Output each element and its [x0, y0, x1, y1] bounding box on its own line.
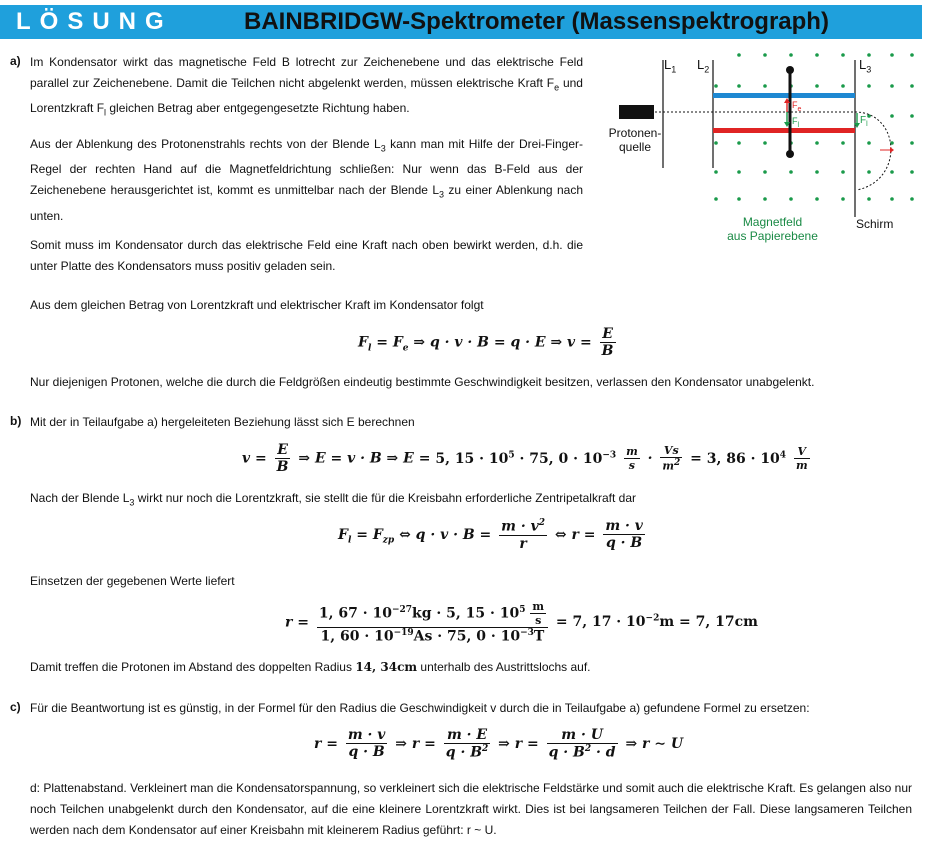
field-dot: [789, 53, 793, 57]
field-dot: [763, 53, 767, 57]
field-dot: [910, 84, 914, 88]
capacitor-plate-top: [713, 93, 855, 98]
section-a-paragraph-3: Somit muss im Kondensator durch das elektrische Feld eine Kraft nach oben bewirkt werden, d.h. die unter Platte des Kondensators muss positiv geladen sein.: [30, 238, 583, 273]
section-a-paragraph-5: Nur diejenigen Protonen, welche die durch die Feldgrößen eindeutig bestimmte Geschwindigkeit besitzen, verlassen den Kondensator unabgelenkt.: [30, 375, 815, 389]
equation-radius-voltage: r = $\frac{m \cdot v}{q \cdot B}$ ⇒ r = $\frac{m \cdot E}{q \cdot B^2}$ ⇒ r = $\frac{m \cdot U}{q \cdot B^2 \cdot d}$ ⇒ r ∼ U: [314, 727, 684, 761]
field-dot: [737, 53, 741, 57]
field-dot: [763, 197, 767, 201]
section-a-label: a): [10, 54, 21, 68]
field-dot: [867, 197, 871, 201]
magnetic-field-label: Magnetfeld aus Papierebene: [727, 215, 818, 243]
document-title: BAINBRIDGW-Spektrometer (Massenspektrograph): [244, 8, 829, 35]
field-dot: [841, 84, 845, 88]
section-b-label: b): [10, 414, 22, 428]
proton-source: [619, 105, 654, 119]
field-dot: [763, 84, 767, 88]
solution-title: LÖSUNG: [16, 8, 173, 35]
field-dot: [890, 197, 894, 201]
screen-label: Schirm: [856, 217, 894, 231]
field-dot: [789, 197, 793, 201]
field-dot: [737, 84, 741, 88]
force-label-fl-arc: $F_l$: [860, 115, 868, 128]
section-a-paragraph-1: Im Kondensator wirkt das magnetische Feld B lotrecht zur Zeichenebene und das elektrische Feld parallel zur Zeichenebene. Damit die Teilchen nicht abgelenkt werden, müssen elektrische Kraft $F_e$ und Lorentzkraft $F_l$ gleichen Betrag aber entgegengesetzte Richtung haben.: [30, 55, 583, 118]
section-a-paragraph-2: Aus der Ablenkung des Protonenstrahls rechts von der Blende $L_3$ kann man mit Hilfe der Drei-Finger-Regel der rechten Hand auf die Magnetfeldrichtung schließen: Nur wenn das B-Feld aus der Zeichenebene herausgerichtet ist, kommt es unmittelbar nach der Blende $L_3$ zu einer Ablenkung nach unten.: [30, 137, 583, 223]
equation-radius: $F_l = F_{zp}$ ⇔ q · v · B = $\frac{m \cdot v^2}{r}$ ⇔ r = $\frac{m \cdot v}{q \cdot B}$: [338, 518, 643, 552]
label-l2: $L_2$: [697, 57, 710, 75]
field-dot: [714, 84, 718, 88]
field-dot: [890, 84, 894, 88]
field-dot: [815, 170, 819, 174]
field-dot: [737, 141, 741, 145]
field-dot: [910, 53, 914, 57]
field-dot: [890, 170, 894, 174]
section-b-paragraph-2: Nach der Blende $L_3$ wirkt nur noch die Lorentzkraft, sie stellt die für die Kreisbahn erforderliche Zentripetalkraft dar: [30, 491, 636, 508]
field-dot: [714, 170, 718, 174]
field-dot: [815, 84, 819, 88]
field-dot: [890, 53, 894, 57]
field-dot: [867, 114, 871, 118]
section-c-paragraph-2: d: Plattenabstand. Verkleinert man die Kondensatorspannung, so verkleinert sich die elektrische Feldstärke und somit auch die elektrische Kraft. Es gelangen also nur noch Teilchen unabgelenkt durch den Kondensator, auf die eine kleinere Lorentzkraft wirkt. Dies ist bei langsameren Teilchen der Fall. Diese langsameren Teilchen werden nach dem Kondensator auf einer Kreisbahn mit kleinerem Radius geführt: r ~ U.: [30, 781, 912, 837]
field-dot: [890, 114, 894, 118]
field-dot: [815, 197, 819, 201]
field-dot: [815, 141, 819, 145]
capacitor-plate-bottom: [713, 128, 855, 133]
section-b-paragraph-1: Mit der in Teilaufgabe a) hergeleiteten Beziehung lässt sich E berechnen: [30, 415, 415, 429]
field-dot: [815, 53, 819, 57]
field-dot: [841, 197, 845, 201]
field-dot: [867, 170, 871, 174]
field-dot: [867, 84, 871, 88]
field-dot: [841, 141, 845, 145]
label-l3: $L_3$: [859, 57, 872, 75]
label-l1: $L_1$: [664, 57, 677, 75]
force-label-fl-capacitor: $F_l$: [792, 116, 800, 129]
field-dot: [910, 141, 914, 145]
field-dot: [737, 170, 741, 174]
magnetic-field-dots: [714, 53, 914, 201]
section-a-paragraph-4: Aus dem gleichen Betrag von Lorentzkraft und elektrischer Kraft im Kondensator folgt: [30, 298, 484, 312]
field-dot: [910, 170, 914, 174]
field-dot: [867, 141, 871, 145]
section-b-paragraph-4: Damit treffen die Protonen im Abstand des doppelten Radius 14, 34cm unterhalb des Austrittslochs auf.: [30, 660, 591, 674]
section-b-paragraph-3: Einsetzen der gegebenen Werte liefert: [30, 574, 235, 588]
field-dot: [763, 141, 767, 145]
field-dot: [714, 197, 718, 201]
field-dot: [841, 170, 845, 174]
equation-electric-field: v = $\frac{E}{B}$ ⇒ E = v · B ⇒ E = 5, $15 \cdot 10^5 \cdot 75$, $0 \cdot 10^{-3}$ $\frac{m}{s}$ · $\frac{Vs}{m^2}$ = 3, $86 \cdot 10^4$ $\frac{V}{m}$: [242, 442, 808, 475]
section-c-paragraph-1: Für die Beantwortung ist es günstig, in der Formel für den Radius die Geschwindigkeit v durch die in Teilaufgabe a) gefundene Formel zu ersetzen:: [30, 701, 810, 715]
proton-source-label: Protonen- quelle: [608, 126, 662, 154]
field-dot: [910, 114, 914, 118]
field-dot: [841, 53, 845, 57]
field-dot: [789, 170, 793, 174]
title-bar: [0, 5, 922, 39]
field-dot: [737, 197, 741, 201]
field-dot: [763, 170, 767, 174]
field-dot: [714, 141, 718, 145]
force-label-fe: $F_e$: [792, 100, 802, 113]
equation-velocity-selector: $F_l = F_e$ ⇒ q · v · B = q · E ⇒ v = $\frac{E}{B}$: [358, 326, 614, 359]
section-c-label: c): [10, 700, 21, 714]
field-dot: [910, 197, 914, 201]
equation-radius-numeric: r = 1, $67 \cdot 10^{-27}kg \cdot 5$, $15 \cdot 10^5$ $\frac{m}{s}$ 1, $60 \cdot 10^{-19}As \cdot 75$, $0 \cdot 10^{-3}T$ = 7, $17 \cdot 10^{-2}m = 7$, 17cm: [285, 600, 758, 645]
